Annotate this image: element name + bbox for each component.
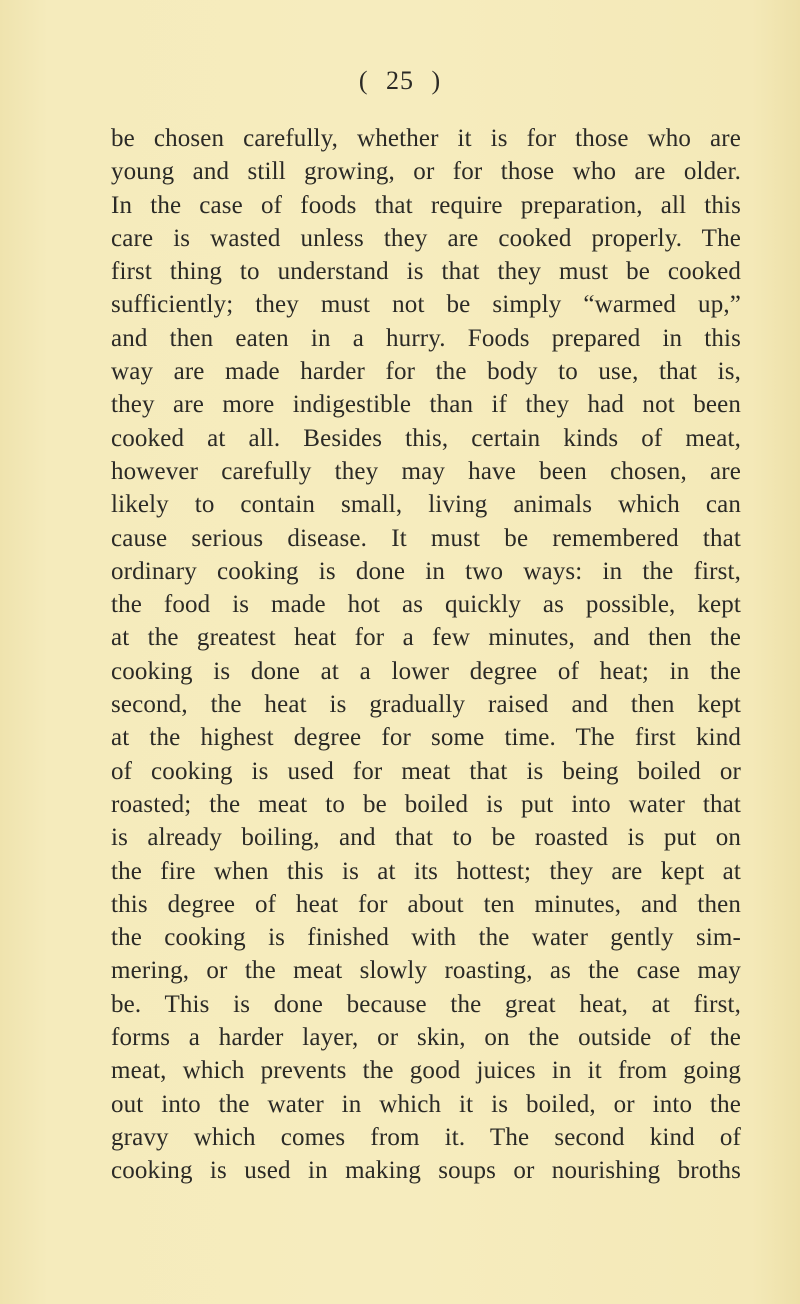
text-line: the food is made hot as quickly as possible, kept xyxy=(111,591,741,619)
text-line: at the greatest heat for a few minutes, and then the xyxy=(111,624,741,652)
text-line: first thing to understand is that they must be cooked xyxy=(111,258,741,286)
text-line: cause serious disease. It must be remembered that xyxy=(111,524,741,552)
text-line: In the case of foods that require preparation, all this xyxy=(111,191,741,219)
body-text xyxy=(111,122,741,1188)
text-line: at the highest degree for some time. The first kind xyxy=(111,724,741,752)
text-line: gravy which comes from it. The second kind of xyxy=(111,1123,741,1151)
text-line: forms a harder layer, or skin, on the outside of the xyxy=(111,1024,741,1052)
text-line: cooking is done at a lower degree of heat; in the xyxy=(111,657,741,685)
text-line: be. This is done because the great heat, at first, xyxy=(111,990,741,1018)
text-line: second, the heat is gradually raised and then kept xyxy=(111,691,741,719)
text-line: way are made harder for the body to use, that is, xyxy=(111,358,741,386)
text-line: ordinary cooking is done in two ways: in the first, xyxy=(111,557,741,585)
text-line: is already boiling, and that to be roasted is put on xyxy=(111,824,741,852)
text-line: cooking is used in making soups or nourishing broths xyxy=(111,1157,741,1185)
text-line: however carefully they may have been chosen, are xyxy=(111,457,741,485)
text-line: mering, or the meat slowly roasting, as the case may xyxy=(111,957,741,985)
text-line: roasted; the meat to be boiled is put into water that xyxy=(111,790,741,818)
text-line: and then eaten in a hurry. Foods prepared in this xyxy=(111,324,741,352)
text-line: out into the water in which it is boiled, or into the xyxy=(111,1090,741,1118)
text-line: meat, which prevents the good juices in it from going xyxy=(111,1057,741,1085)
text-line: young and still growing, or for those who are older. xyxy=(111,158,741,186)
text-line: care is wasted unless they are cooked properly. The xyxy=(111,224,741,252)
text-line: likely to contain small, living animals which can xyxy=(111,491,741,519)
text-line: this degree of heat for about ten minutes, and then xyxy=(111,890,741,918)
text-line: be chosen carefully, whether it is for those who are xyxy=(111,125,741,152)
text-line: of cooking is used for meat that is being boiled or xyxy=(111,757,741,785)
text-line: the cooking is finished with the water gently sim- xyxy=(111,924,741,952)
page-number: ( 25 ) xyxy=(358,66,442,95)
text-line: sufficiently; they must not be simply “warmed up,” xyxy=(111,291,741,319)
text-line: they are more indigestible than if they had not been xyxy=(111,391,741,419)
text-line: cooked at all. Besides this, certain kinds of meat, xyxy=(111,424,741,452)
text-line: the fire when this is at its hottest; they are kept at xyxy=(111,857,741,885)
